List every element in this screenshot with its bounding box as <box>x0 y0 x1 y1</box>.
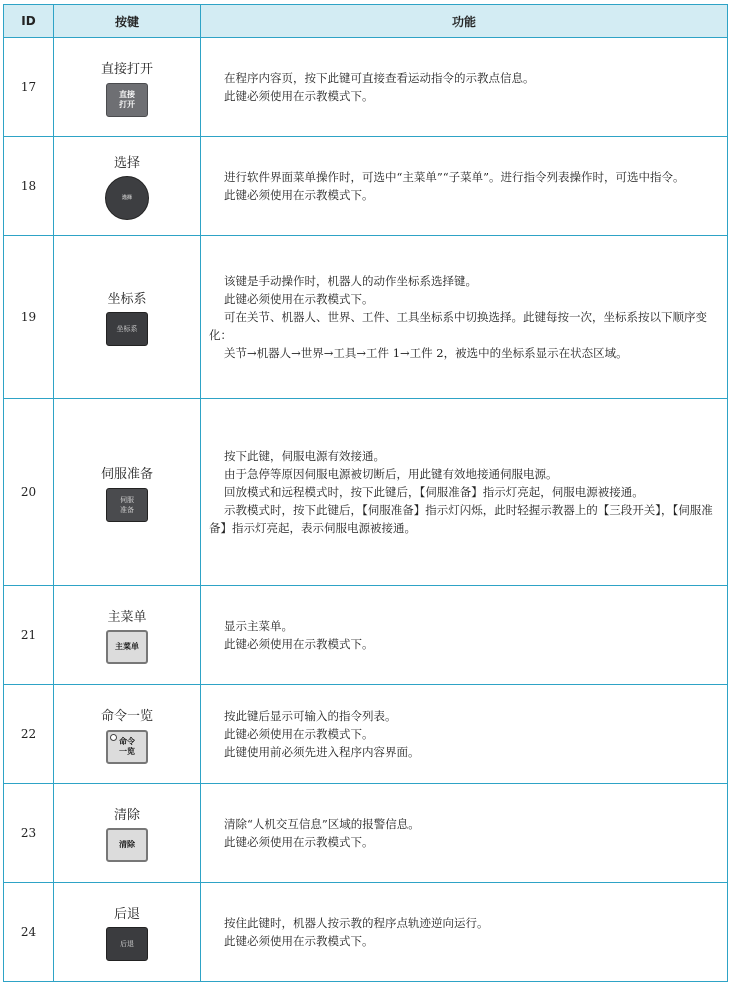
key-name: 伺服准备 <box>100 466 153 482</box>
key-name: 命令一览 <box>100 708 153 724</box>
row-id: 22 <box>4 685 54 784</box>
function-line: 清除“人机交互信息”区域的报警信息。 <box>224 817 420 831</box>
key-button-label: 命令 一览 <box>119 736 135 756</box>
function-line: 按住此键时，机器人按示教的程序点轨迹逆向运行。 <box>224 916 489 930</box>
indicator-dot-icon <box>110 734 117 741</box>
main-menu-key-icon <box>106 630 148 664</box>
function-line: 此键必须使用在示教模式下。 <box>224 637 374 651</box>
function-line: 关节→机器人→世界→工具→工件 1→工件 2，被选中的坐标系显示在状态区域。 <box>224 346 628 360</box>
table-row <box>4 137 728 236</box>
function-line: 此键必须使用在示教模式下。 <box>224 934 374 948</box>
key-function-table <box>3 4 728 982</box>
table-row <box>4 784 728 883</box>
key-cell <box>54 586 201 685</box>
key-button-label: 清除 <box>119 840 135 849</box>
function-cell <box>201 38 728 137</box>
key-name: 后退 <box>113 907 140 922</box>
function-line: 回放模式和远程模式时，按下此键后，【伺服准备】指示灯亮起，伺服电源被接通。 <box>224 485 644 499</box>
direct-open-key-icon <box>106 83 148 117</box>
row-id: 19 <box>4 236 54 399</box>
table-row <box>4 236 728 399</box>
function-line: 此键必须使用在示教模式下。 <box>224 89 374 103</box>
function-line: 此键必须使用在示教模式下。 <box>224 727 374 741</box>
select-key-icon <box>105 176 149 220</box>
key-button-label: 伺服 准备 <box>120 495 134 514</box>
key-cell <box>54 399 201 586</box>
coordinate-system-key-icon <box>106 312 148 346</box>
function-line: 此键必须使用在示教模式下。 <box>224 835 374 849</box>
header-function: 功能 <box>201 5 728 38</box>
function-cell <box>201 137 728 236</box>
table-row <box>4 38 728 137</box>
key-button-label: 直接 打开 <box>119 89 135 109</box>
key-cell <box>54 883 201 982</box>
key-button-label: 坐标系 <box>116 325 138 333</box>
key-cell <box>54 685 201 784</box>
function-cell <box>201 586 728 685</box>
key-cell <box>54 784 201 883</box>
row-id: 18 <box>4 137 54 236</box>
header-row <box>4 5 728 38</box>
row-id: 17 <box>4 38 54 137</box>
function-line: 进行软件界面菜单操作时，可选中“主菜单”“子菜单”。进行指令列表操作时，可选中指令。 <box>224 170 685 184</box>
clear-key-icon <box>106 828 148 862</box>
key-name: 清除 <box>113 808 140 823</box>
function-line: 此键必须使用在示教模式下。 <box>224 292 374 306</box>
key-name: 坐标系 <box>107 292 147 307</box>
key-cell <box>54 236 201 399</box>
function-cell <box>201 784 728 883</box>
key-cell <box>54 137 201 236</box>
function-line: 由于急停等原因伺服电源被切断后，用此键有效地接通伺服电源。 <box>224 467 558 481</box>
header-id: ID <box>4 5 54 38</box>
key-name: 直接打开 <box>100 61 153 77</box>
function-line: 可在关节、机器人、世界、工件、工具坐标系中切换选择。此键每按一次，坐标系按以下顺序变化： <box>209 310 707 342</box>
key-button-label: 主菜单 <box>115 642 139 651</box>
function-line: 在程序内容页，按下此键可直接查看运动指令的示教点信息。 <box>224 71 535 85</box>
function-cell <box>201 685 728 784</box>
function-line: 此键使用前必须先进入程序内容界面。 <box>224 745 420 759</box>
command-list-key-icon <box>106 730 148 764</box>
key-button-label: 后退 <box>120 940 134 948</box>
function-cell <box>201 399 728 586</box>
header-key: 按键 <box>54 5 201 38</box>
function-line: 按此键后显示可输入的指令列表。 <box>224 709 397 723</box>
row-id: 23 <box>4 784 54 883</box>
servo-ready-key-icon <box>106 488 148 522</box>
function-line: 按下此键，伺服电源有效接通。 <box>224 449 385 463</box>
function-cell <box>201 236 728 399</box>
table-row <box>4 586 728 685</box>
function-line: 该键是手动操作时，机器人的动作坐标系选择键。 <box>224 274 477 288</box>
back-key-icon <box>106 927 148 961</box>
key-name: 选择 <box>113 156 140 171</box>
row-id: 24 <box>4 883 54 982</box>
function-line: 显示主菜单。 <box>224 619 293 633</box>
table-row <box>4 399 728 586</box>
table-row <box>4 883 728 982</box>
function-line: 此键必须使用在示教模式下。 <box>224 188 374 202</box>
function-line: 示教模式时，按下此键后，【伺服准备】指示灯闪烁，此时轻握示教器上的【三段开关】，【伺服准备】指示灯亮起，表示伺服电源被接通。 <box>209 503 713 535</box>
row-id: 21 <box>4 586 54 685</box>
table-row <box>4 685 728 784</box>
key-name: 主菜单 <box>107 610 147 625</box>
function-cell <box>201 883 728 982</box>
key-button-label: 选择 <box>121 195 132 201</box>
row-id: 20 <box>4 399 54 586</box>
key-cell <box>54 38 201 137</box>
